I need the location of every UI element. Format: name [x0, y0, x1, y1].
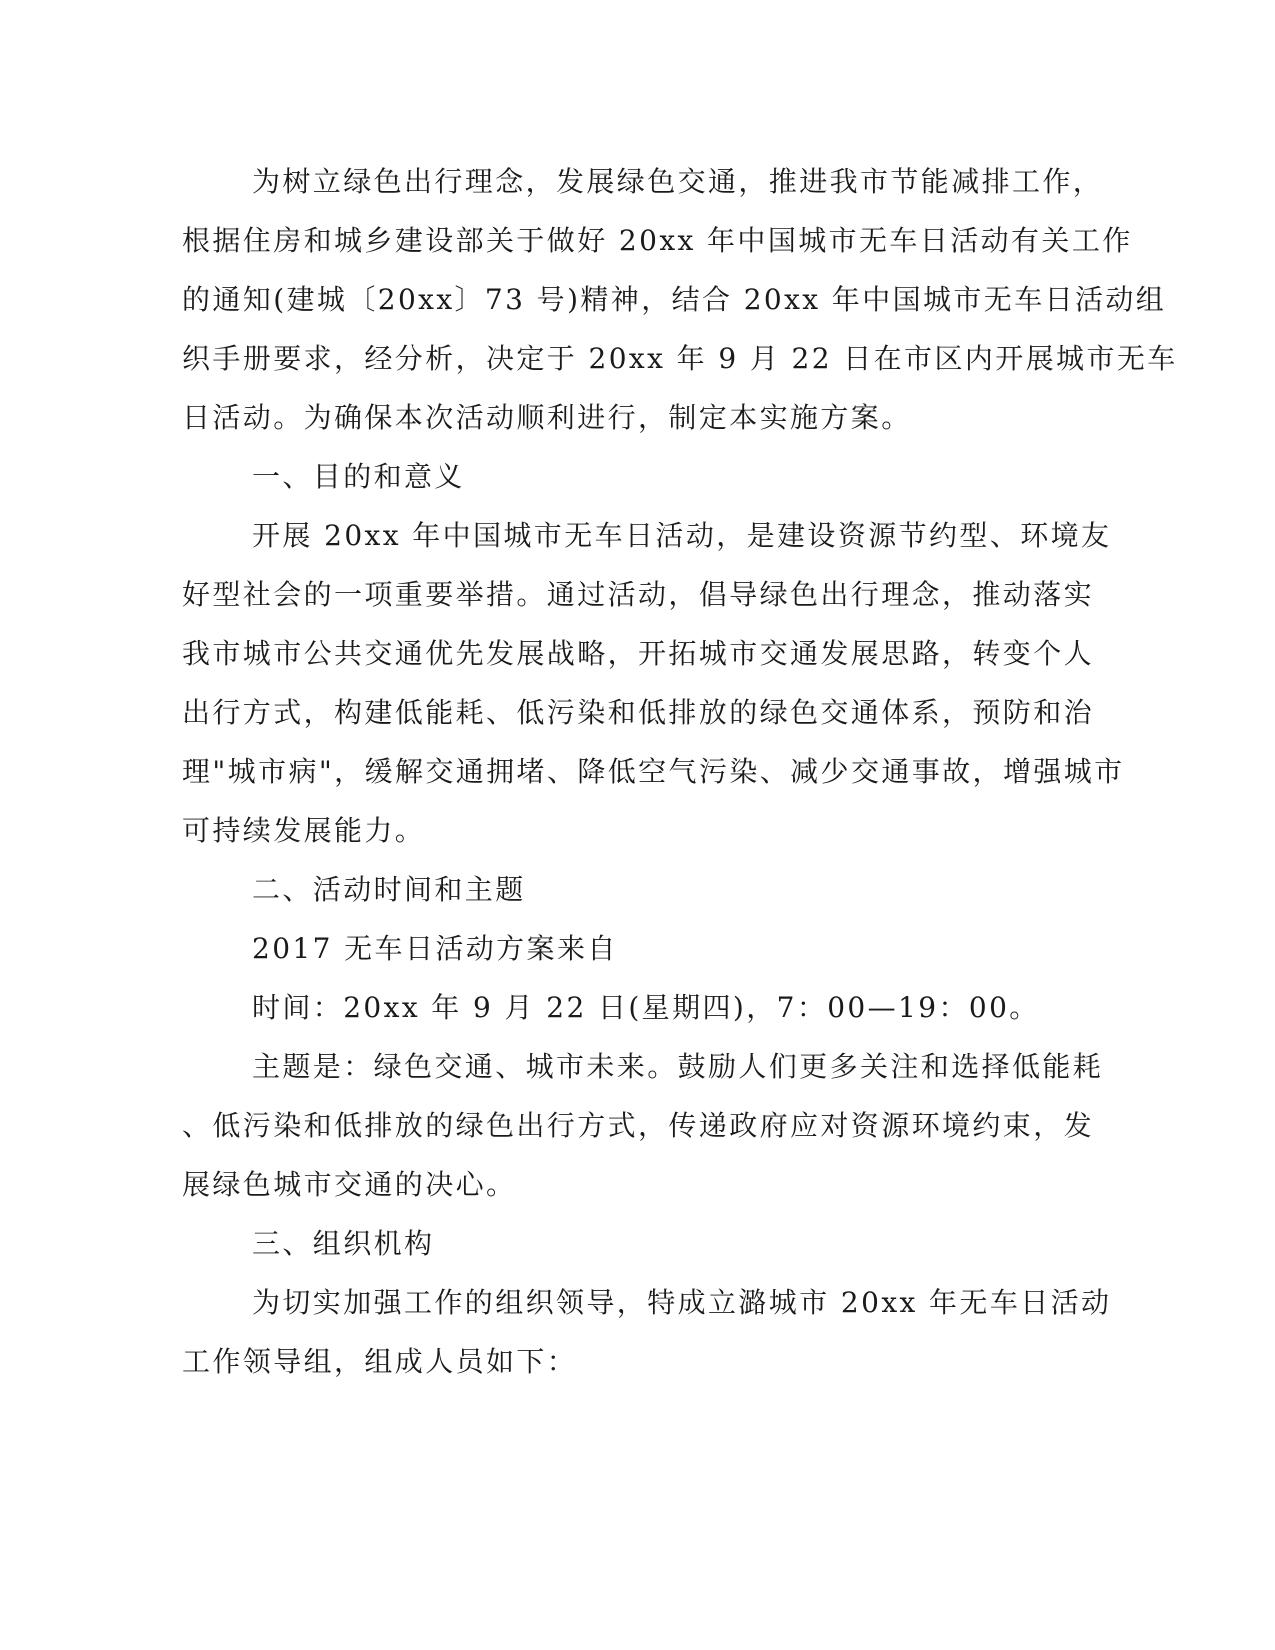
section-2-theme-line-3: 展绿色城市交通的决心。	[182, 1168, 517, 1201]
section-1-line-3: 我市城市公共交通优先发展战略，开拓城市交通发展思路，转变个人	[182, 637, 1095, 670]
section-1-line-5: 理"城市病"，缓解交通拥堵、降低空气污染、减少交通事故，增强城市	[182, 755, 1125, 788]
section-1-line-2: 好型社会的一项重要举措。通过活动，倡导绿色出行理念，推动落实	[182, 578, 1095, 611]
section-2-time: 时间：20xx 年 9 月 22 日(星期四)，7：00—19：00。	[252, 991, 1040, 1024]
section-3-heading: 三、组织机构	[252, 1227, 435, 1260]
intro-line-4: 织手册要求，经分析，决定于 20xx 年 9 月 22 日在市区内开展城市无车	[182, 342, 1178, 375]
section-3-line-2: 工作领导组，组成人员如下：	[182, 1345, 578, 1378]
section-1-heading: 一、目的和意义	[252, 460, 465, 493]
intro-line-5: 日活动。为确保本次活动顺利进行，制定本实施方案。	[182, 401, 912, 434]
section-2-source: 2017 无车日活动方案来自	[252, 932, 618, 965]
intro-line-3: 的通知(建城〔20xx〕73 号)精神，结合 20xx 年中国城市无车日活动组	[182, 283, 1167, 316]
section-1-line-6: 可持续发展能力。	[182, 814, 426, 847]
section-2-heading: 二、活动时间和主题	[252, 873, 526, 906]
intro-line-2: 根据住房和城乡建设部关于做好 20xx 年中国城市无车日活动有关工作	[182, 224, 1133, 257]
section-1-line-4: 出行方式，构建低能耗、低污染和低排放的绿色交通体系，预防和治	[182, 696, 1095, 729]
section-1-line-1: 开展 20xx 年中国城市无车日活动，是建设资源节约型、环境友	[252, 519, 1112, 552]
section-2-theme-line-2: 、低污染和低排放的绿色出行方式，传递政府应对资源环境约束，发	[182, 1109, 1095, 1142]
section-3-line-1: 为切实加强工作的组织领导，特成立潞城市 20xx 年无车日活动	[252, 1286, 1112, 1319]
document-body	[182, 152, 1178, 1391]
intro-line-1: 为树立绿色出行理念，发展绿色交通，推进我市节能减排工作，	[252, 165, 1104, 198]
section-2-theme-line-1: 主题是：绿色交通、城市未来。鼓励人们更多关注和选择低能耗	[252, 1050, 1104, 1083]
